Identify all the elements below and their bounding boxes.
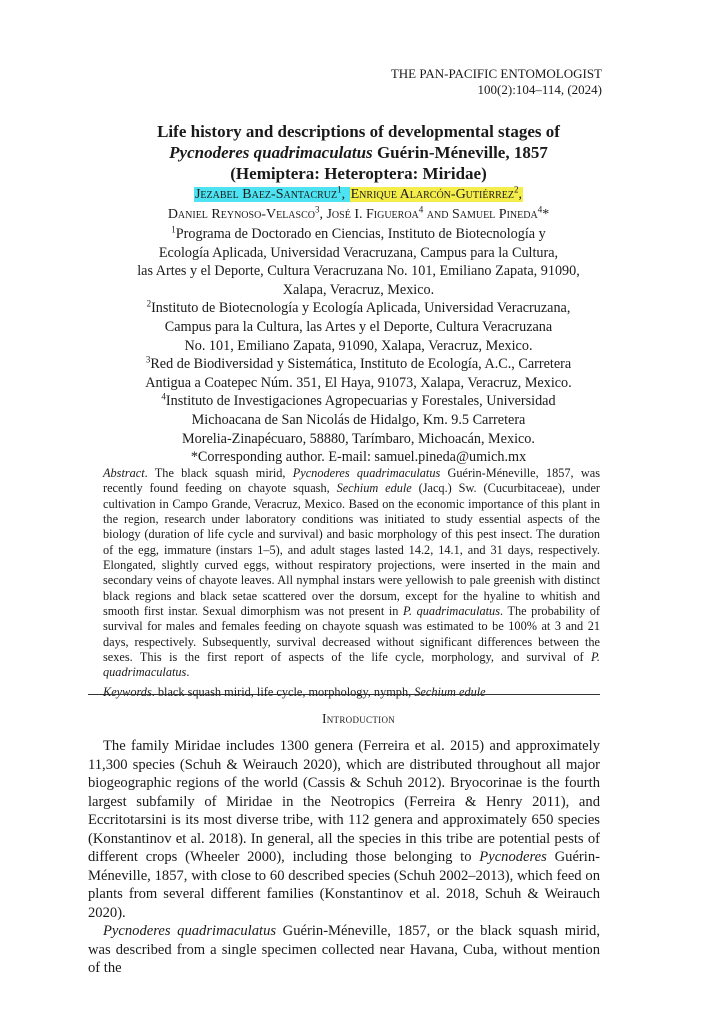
abstract-italic: Pycnoderes quadrimaculatus (292, 466, 441, 480)
author-highlight-1 (194, 184, 350, 202)
affiliation-line (0, 225, 717, 244)
title-species: Pycnoderes quadrimaculatus (169, 143, 373, 162)
keywords (103, 685, 600, 700)
author-name: Jezabel Baez-Santacruz (194, 187, 338, 202)
body-italic: Pycnoderes quadrimaculatus (103, 923, 277, 939)
author-separator: , (319, 207, 327, 222)
affiliation-text: Programa de Doctorado en Ciencias, Instituto de Biotecnología y (175, 226, 546, 242)
section-divider (88, 694, 600, 695)
author-line-1 (0, 185, 717, 205)
abstract-italic: P. quadrimaculatus (403, 604, 500, 619)
author-sup: 1 (337, 184, 342, 195)
body-run: Guérin-Méneville, 1857, with close to 60 described species (Schuh 2002–2013), which feed on plants from several different families (Konstantinov et al. 2018, Schuh & Weirauch 2020). (88, 849, 600, 921)
affiliations (0, 225, 717, 467)
introduction-body (88, 737, 600, 978)
body-italic: Pycnoderes (479, 849, 547, 865)
author-sup: 3 (314, 204, 320, 215)
abstract (103, 466, 600, 700)
affiliation-line (0, 299, 717, 318)
body-run: The family Miridae includes 1300 genera (Ferreira et al. 2015) and approximately 11,300 species (Schuh & Weirauch 2020), which are distributed throughout all major biogeographic regions of the world (Cassis & Schuh 2012). Bryocorinae is the fourth largest subfamily of Miridae in the Neotropics (Ferreira & Henry 2011), and Eccritotarsini is its most diverse tribe, with 112 genera and approximately 650 species (Konstantinov et al. 2018). In general, all the species in this tribe are potential pests of different crops (Wheeler 2000), including those belonging to (88, 738, 600, 865)
abstract-run: . (186, 665, 190, 680)
affiliation-sup: 4 (161, 391, 166, 402)
author-sup: 4 (537, 204, 543, 215)
affiliation-line: Michoacana de San Nicolás de Hidalgo, Km. 9.5 Carretera (191, 411, 526, 428)
section-heading-introduction: Introduction (321, 711, 396, 726)
author-list (0, 185, 717, 225)
paragraph (88, 737, 600, 922)
keywords-text: . black squash mirid, life cycle, morphology, nymph, (151, 684, 415, 699)
author-separator: , (518, 187, 522, 202)
author-name: José I. Figueroa (326, 207, 419, 222)
author-name: Daniel Reynoso-Velasco (167, 207, 315, 222)
abstract-text (103, 466, 600, 681)
journal-name: THE PAN-PACIFIC ENTOMOLOGIST (390, 66, 602, 81)
affiliation-line (0, 392, 717, 411)
paragraph (88, 922, 600, 978)
affiliation-line: Antigua a Coatepec Núm. 351, El Haya, 91073, Xalapa, Veracruz, Mexico. (145, 374, 572, 391)
affiliation-line: Xalapa, Veracruz, Mexico. (282, 281, 435, 298)
affiliation-line: No. 101, Emiliano Zapata, 91090, Xalapa, Veracruz, Mexico. (184, 337, 533, 354)
keywords-italic: Sechium edule (414, 684, 486, 699)
title-authority: Guérin-Méneville, 1857 (372, 143, 548, 162)
affiliation-sup: 1 (171, 224, 176, 235)
corresponding-author: *Corresponding author. E-mail: samuel.pineda@umich.mx (190, 449, 527, 466)
abstract-run: . The black squash mirid, (144, 466, 293, 480)
corresponding-mark: * (542, 207, 550, 222)
affiliation-line: Morelia-Zinapécuaro, 58880, Tarímbaro, Michoacán, Mexico. (182, 430, 535, 447)
article-title (0, 121, 717, 184)
affiliation-line: las Artes y el Deporte, Cultura Veracruzana No. 101, Emiliano Zapata, 91090, (137, 263, 580, 280)
title-line-3: (Hemiptera: Heteroptera: Miridae) (230, 164, 487, 183)
abstract-label: Abstract (103, 466, 145, 480)
body-run: Guérin-Méneville, 1857, or the black squash mirid, was described from a single specimen collected near Havana, Cuba, without mention of the (88, 923, 600, 976)
affiliation-text: Instituto de Investigaciones Agropecuarias y Forestales, Universidad (165, 393, 556, 410)
author-highlight-2 (350, 184, 523, 202)
title-line-1: Life history and descriptions of developmental stages of (157, 122, 560, 141)
affiliation-text: Instituto de Biotecnología y Ecología Aplicada, Universidad Veracruzana, (151, 300, 571, 317)
affiliation-line (0, 355, 717, 374)
journal-citation: 100(2):104–114, (2024) (477, 82, 602, 97)
author-line-2 (0, 205, 717, 225)
author-sup: 4 (418, 204, 424, 215)
abstract-run: Guérin-Méneville, 1857, was recently found feeding on chayote squash, (103, 466, 600, 496)
journal-header (391, 66, 602, 98)
abstract-italic: P. quadrimaculatus (103, 650, 600, 680)
abstract-run: . The probability of survival for males and females feeding on chayote squash was estimated to be 100% at 3 and 21 days, respectively. Subsequently, survival decreased without significant differences between the sexes. This is the first report of aspects of the life cycle, morphology, and survival of (103, 604, 600, 665)
author-and: and (423, 207, 452, 222)
affiliation-sup: 2 (146, 298, 152, 309)
author-name: Enrique Alarcón-Gutiérrez (350, 187, 514, 202)
author-separator: , (341, 187, 349, 202)
abstract-run: (Jacq.) Sw. (Cucurbitaceae), under cultivation in Campo Grande, Veracruz, Mexico. Based on the economic importance of this plant in the region, research under laboratory conditions was initiated to study essential aspects of the biology (duration of life cycle and survival) and basic morphology of this pest insect. The duration of the egg, immature (instars 1–5), and adult stages lasted 14.2, 14.1, and 31 days, respectively. Elongated, slightly curved eggs, without respiratory projections, were inserted in the main and secondary veins of chayote leaves. All nymphal instars were yellowish to pale greenish with distinct black regions and black setae scattered over the dorsum, except for the hyaline to whitish and smooth first instar. Sexual dimorphism was not present in (103, 481, 600, 619)
affiliation-text: Red de Biodiversidad y Sistemática, Instituto de Ecología, A.C., Carretera (150, 356, 572, 373)
author-name: Samuel Pineda (451, 207, 538, 222)
author-sup: 2 (514, 184, 519, 195)
keywords-label: Keywords (103, 684, 152, 699)
affiliation-line: Ecología Aplicada, Universidad Veracruzana, Campus para la Cultura, (158, 244, 559, 261)
title-line-2 (0, 142, 717, 163)
affiliation-line: Campus para la Cultura, las Artes y el Deporte, Cultura Veracruzana (164, 318, 553, 335)
abstract-italic: Sechium edule (336, 481, 412, 496)
affiliation-sup: 3 (145, 354, 151, 365)
